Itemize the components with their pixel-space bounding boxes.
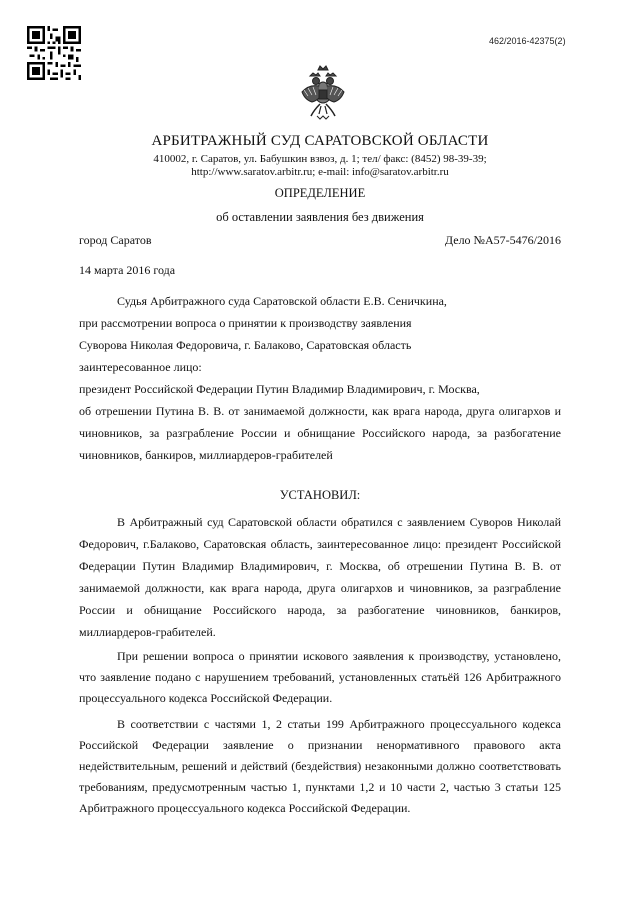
text-line: Российской Федерации заявление о признании ненормативного правового акта [79,738,561,752]
text-line: Судья Арбитражного суда Саратовской области Е.В. Сеничкина, [117,294,447,308]
section-heading: УСТАНОВИЛ: [279,488,361,502]
text-line: президент Российской Федерации Путин Владимир Владимирович, г. Москва, [79,382,480,396]
text-line: В соответствии с частями 1, 2 статьи 199 Арбитражного процессуального кодекса [117,717,561,731]
text-line: При решении вопроса о принятии искового заявления к производству, установлено, [117,649,561,663]
document-type: ОПРЕДЕЛЕНИЕ [274,186,366,200]
text-line: Федерации Путин Владимир Владимирович, г. Москва, об отрешении Путина В. В. от [79,559,561,573]
text-line: занимаемой должности, как врага народа, друга олигархов и чиновников, за разграбление [79,581,561,595]
text-line: Арбитражного процессуального кодекса Российской Федерации. [79,801,411,815]
coat-of-arms-icon [300,64,346,120]
text-line: В Арбитражный суд Саратовской области обратился с заявлением Суворов Николай [117,515,561,529]
city: город Саратов [79,233,152,247]
qr-code-icon [27,26,81,80]
paragraph [79,714,561,819]
text-line: чиновников, банкиров, миллиардеров-грабителей [79,448,333,462]
text-line: при рассмотрении вопроса о принятии к производству заявления [79,316,412,330]
document-date: 14 марта 2016 года [79,263,176,277]
text-line: недействительным, решений и действий (бездействия) незаконными должно соответствовать [79,759,561,773]
paragraph [79,646,561,709]
text-line: процессуального кодекса Российской Федерации. [79,691,333,705]
text-line: миллиардеров-грабителей. [79,625,216,639]
document-barcode-number: 462/2016-42375(2) [489,36,566,46]
intro-section [79,290,561,466]
text-line: чиновников, за разграбление России и обнищание Российского народа, за разбогатение [79,426,561,440]
case-number: Дело №А57-5476/2016 [444,233,561,247]
text-line: что заявление подано с нарушением требований, установленных статьёй 126 Арбитражного [79,670,561,684]
court-name: АРБИТРАЖНЫЙ СУД САРАТОВСКОЙ ОБЛАСТИ [151,133,489,149]
text-line: Федорович, г.Балаково, Саратовская область, заинтересованное лицо: президент Российской [79,537,561,551]
text-line: заинтересованное лицо: [79,360,202,374]
text-line: требованиям, предусмотренным частью 1, пунктами 1,2 и 10 части 2, частью 3 статьи 125 [79,780,561,794]
document-subject: об оставлении заявления без движения [216,210,424,224]
court-address: 410002, г. Саратов, ул. Бабушкин взвоз, д. 1; тел/ факс: (8452) 98-39-39; [153,153,487,165]
text-line: России и обнищание Российского народа, за разбогатение чиновников, банкиров, [79,603,561,617]
paragraph [79,511,561,643]
court-contacts: http://www.saratov.arbitr.ru; e-mail: info@saratov.arbitr.ru [191,166,449,178]
text-line: Суворова Николая Федоровича, г. Балаково, Саратовская область [79,338,412,352]
text-line: об отрешении Путина В. В. от занимаемой должности, как врага народа, друга олигархов и [79,404,561,418]
